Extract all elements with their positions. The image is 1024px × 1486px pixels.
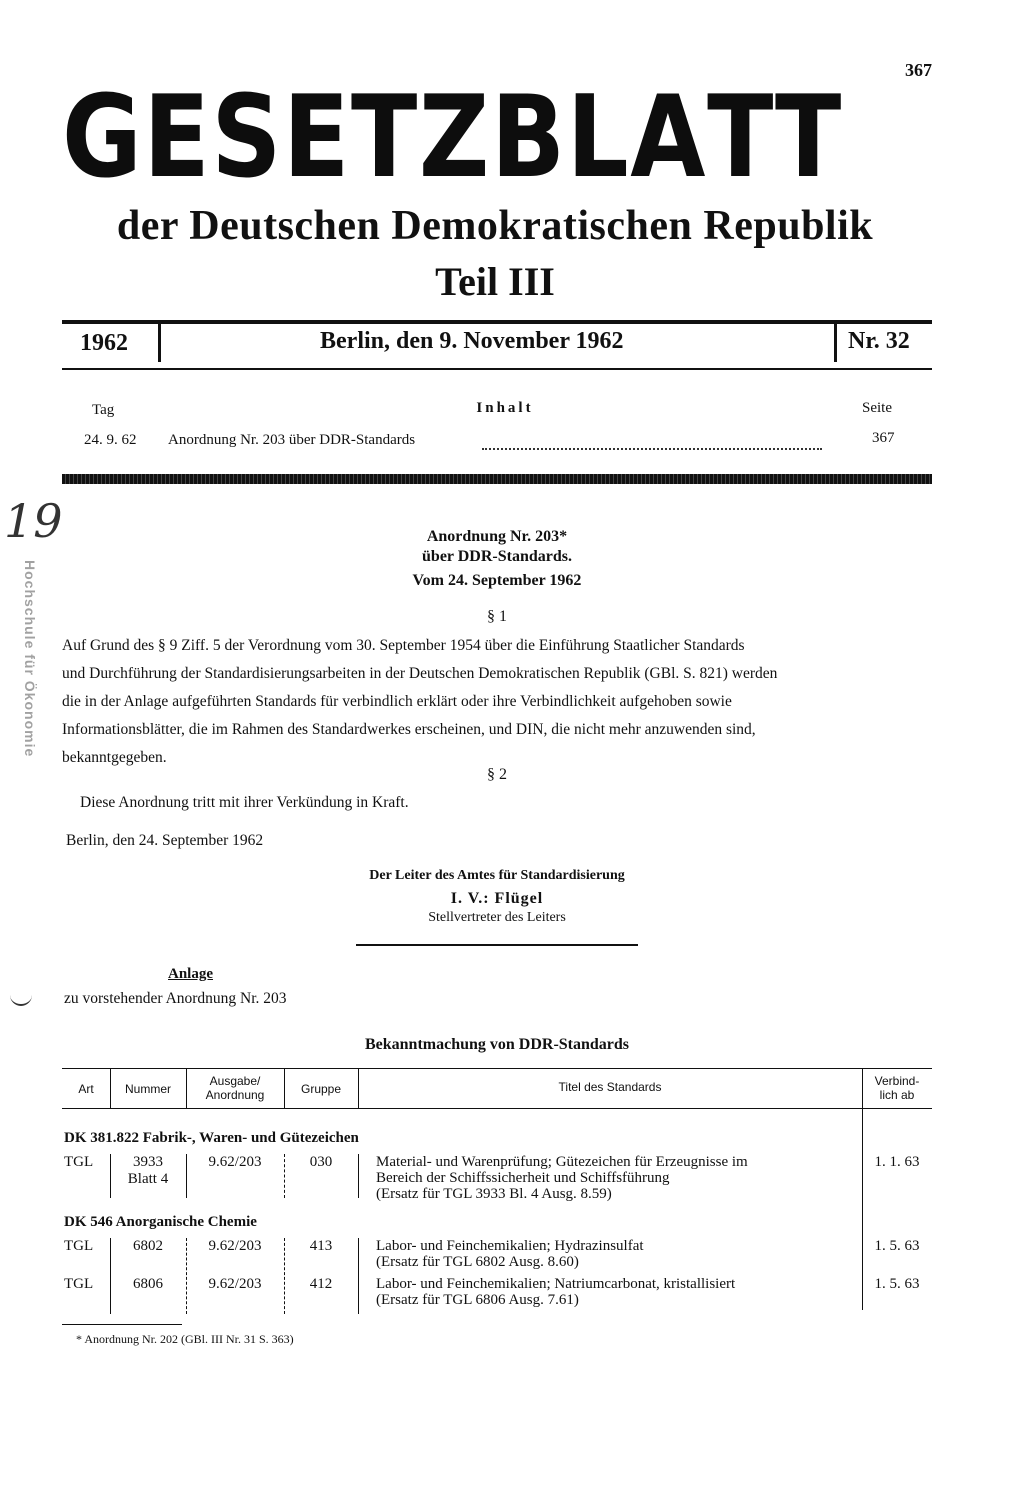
- cell-nummer-line: 3933: [133, 1154, 163, 1170]
- col-header-nummer: Nummer: [124, 1082, 171, 1096]
- column-separator: [358, 1154, 359, 1198]
- signature-rule: [356, 944, 638, 946]
- masthead-letter: A: [630, 71, 706, 204]
- toc-entry-title[interactable]: Anordnung Nr. 203 über DDR-Standards: [168, 432, 416, 448]
- table-header-rule: [62, 1108, 932, 1109]
- pencil-mark: [10, 994, 32, 1006]
- text-line: die in der Anlage aufgeführten Standards für verbindlich erklärt oder ihre Verbindlichkeit aufgehoben sowie: [62, 693, 732, 710]
- signatory-role: Stellvertreter des Leiters: [428, 910, 566, 925]
- signatory-name: I. V.: Flügel: [450, 890, 544, 907]
- separator-band: [62, 474, 932, 484]
- handwritten-note: 19: [4, 494, 63, 548]
- issue-year: 1962: [80, 330, 128, 356]
- cell-verbindlich-ab: 1. 1. 63: [874, 1154, 920, 1170]
- col-header-gruppe: Gruppe: [300, 1082, 342, 1096]
- masthead-letter: T: [775, 71, 842, 204]
- issue-divider: [834, 322, 837, 362]
- section-2-heading: § 2: [487, 766, 507, 783]
- text-line: Informationsblätter, die im Rahmen des Standardwerkes erscheinen, und DIN, die nicht mehr anzuwenden sind,: [62, 721, 756, 738]
- ordinance-place-date: Berlin, den 24. September 1962: [66, 832, 264, 849]
- cell-titel: [376, 1154, 748, 1202]
- masthead-letter: G: [62, 71, 142, 204]
- annex-subheading: zu vorstehender Anordnung Nr. 203: [64, 990, 287, 1007]
- footnote-rule: [62, 1324, 182, 1325]
- masthead-letter: S: [211, 71, 282, 204]
- masthead-subtitle: der Deutschen Demokratischen Republik: [116, 203, 874, 249]
- issue-place-date: Berlin, den 9. November 1962: [320, 328, 624, 354]
- library-stamp-text: Hochschule für Ökonomie: [22, 560, 38, 758]
- col-header-ausgabe-line: Anordnung: [205, 1088, 265, 1102]
- issue-bar-bottom-rule: [62, 368, 932, 370]
- toc-col-day: Tag: [92, 402, 115, 418]
- column-separator: [862, 1068, 863, 1310]
- cell-ausgabe: 9.62/203: [208, 1238, 262, 1254]
- text-line: bekanntgegeben.: [62, 749, 167, 766]
- ordinance-subject: über DDR-Standards.: [422, 548, 572, 565]
- column-separator: [358, 1238, 359, 1314]
- cell-nummer: [110, 1154, 186, 1188]
- masthead-part: Teil III: [435, 259, 555, 304]
- cell-titel: [376, 1238, 644, 1270]
- cell-titel-line: Labor- und Feinchemikalien; Hydrazinsulfat: [376, 1238, 644, 1254]
- masthead-letter: T: [707, 71, 774, 204]
- toc-entry-date: 24. 9. 62: [84, 432, 137, 448]
- table-title: Bekanntmachung von DDR-Standards: [364, 1036, 630, 1053]
- masthead-letter: T: [351, 71, 418, 204]
- cell-titel: [376, 1276, 735, 1308]
- cell-verbindlich-ab: 1. 5. 63: [874, 1238, 920, 1254]
- cell-nummer: 6802: [133, 1238, 163, 1254]
- issue-divider: [158, 322, 161, 362]
- col-header-verbindlich: [862, 1074, 932, 1102]
- toc-entry-page: 367: [872, 430, 895, 446]
- cell-art: TGL: [64, 1276, 94, 1292]
- ordinance-title: Anordnung Nr. 203*: [426, 528, 568, 545]
- cell-art: TGL: [64, 1238, 94, 1254]
- library-stamp: [8, 560, 68, 800]
- cell-art: TGL: [64, 1154, 94, 1170]
- footnote: * Anordnung Nr. 202 (GBl. III Nr. 31 S. 363): [76, 1332, 294, 1346]
- col-header-verbindlich-line: Verbind-: [874, 1074, 920, 1088]
- table-top-rule: [62, 1068, 932, 1069]
- section-1-heading: § 1: [487, 608, 507, 625]
- table-group-label: DK 381.822 Fabrik-, Waren- und Gütezeichen: [64, 1130, 359, 1146]
- cell-nummer-line: Blatt 4: [127, 1171, 169, 1187]
- masthead-letter: B: [491, 71, 566, 204]
- cell-titel-line: (Ersatz für TGL 3933 Bl. 4 Ausg. 8.59): [376, 1186, 612, 1202]
- masthead-letter: E: [143, 71, 210, 204]
- cell-ausgabe: 9.62/203: [208, 1154, 262, 1170]
- col-header-art: Art: [78, 1082, 94, 1096]
- cell-nummer: 6806: [133, 1276, 163, 1292]
- cell-titel-line: Material- und Warenprüfung; Gütezeichen für Erzeugnisse im: [376, 1154, 748, 1170]
- cell-ausgabe: 9.62/203: [208, 1276, 262, 1292]
- ordinance-date: Vom 24. September 1962: [412, 572, 582, 589]
- cell-titel-line: Labor- und Feinchemikalien; Natriumcarbonat, kristallisiert: [376, 1276, 736, 1292]
- page-number: 367: [905, 60, 932, 80]
- section-2-text: Diese Anordnung tritt mit ihrer Verkündung in Kraft.: [80, 794, 409, 811]
- text-line: und Durchführung der Standardisierungsarbeiten in der Deutschen Demokratischen Republik (GBl. S. 821) werden: [62, 665, 778, 682]
- cell-titel-line: (Ersatz für TGL 6802 Ausg. 8.60): [376, 1254, 579, 1270]
- col-header-titel: Titel des Standards: [558, 1080, 662, 1094]
- issue-bar-top-rule: [62, 320, 932, 324]
- cell-gruppe: 412: [309, 1276, 333, 1292]
- cell-gruppe: 413: [309, 1238, 333, 1254]
- table-group-label: DK 546 Anorganische Chemie: [64, 1214, 257, 1230]
- toc-col-title: Inhalt: [476, 400, 534, 416]
- signatory-office: Der Leiter des Amtes für Standardisierung: [369, 868, 625, 883]
- col-header-ausgabe: [186, 1074, 284, 1102]
- text-line: Auf Grund des § 9 Ziff. 5 der Verordnung vom 30. September 1954 über die Einführung Staatlicher Standards: [62, 637, 745, 654]
- issue-number: Nr. 32: [848, 328, 910, 354]
- cell-titel-line: (Ersatz für TGL 6806 Ausg. 7.61): [376, 1292, 579, 1308]
- masthead-title: [62, 71, 842, 204]
- annex-heading: Anlage: [168, 966, 213, 982]
- col-header-ausgabe-line: Ausgabe/: [209, 1074, 261, 1088]
- masthead-letter: L: [566, 71, 629, 204]
- masthead-letter: E: [283, 71, 350, 204]
- cell-gruppe: 030: [309, 1154, 333, 1170]
- toc-leader-dots: [482, 446, 822, 450]
- cell-titel-line: Bereich der Schiffssicherheit und Schiffsführung: [376, 1170, 670, 1186]
- toc-col-page: Seite: [862, 400, 892, 416]
- section-1-text: [62, 632, 932, 772]
- col-header-verbindlich-line: lich ab: [879, 1088, 915, 1102]
- cell-verbindlich-ab: 1. 5. 63: [874, 1276, 920, 1292]
- masthead-letter: Z: [418, 71, 490, 204]
